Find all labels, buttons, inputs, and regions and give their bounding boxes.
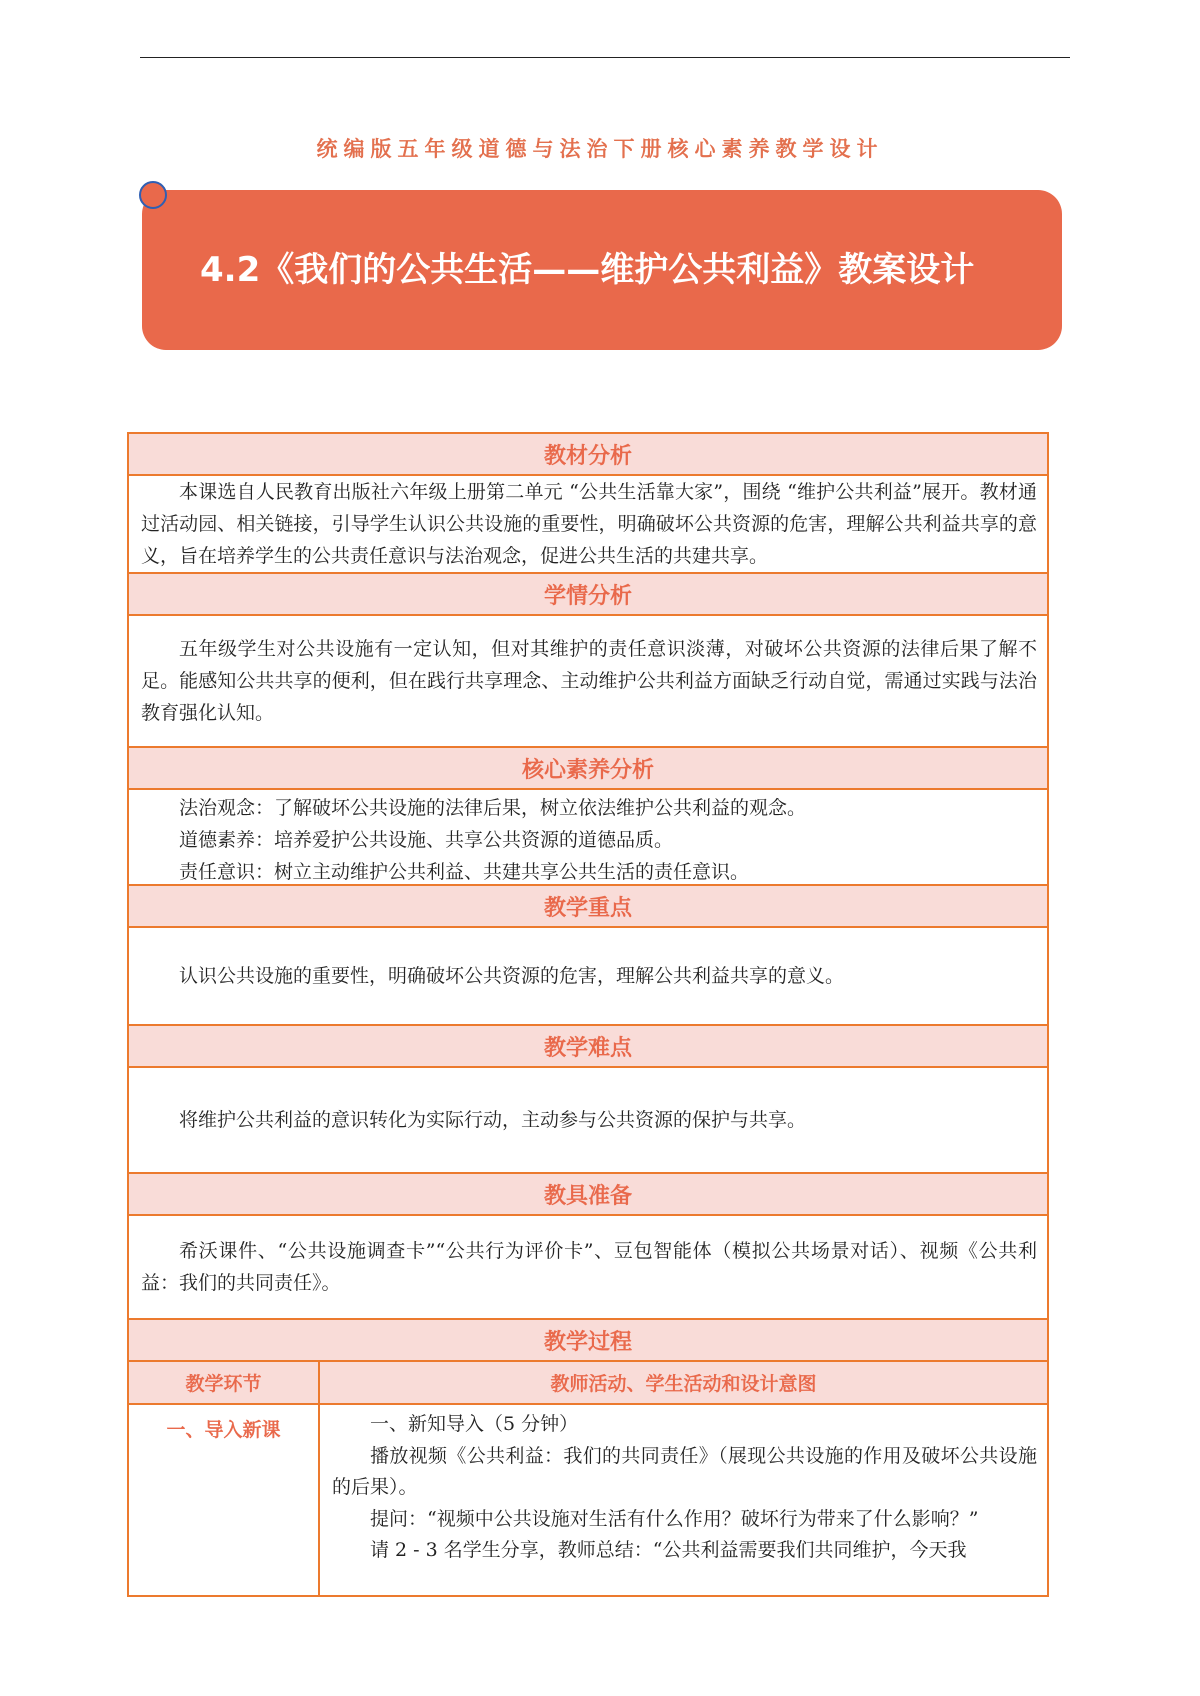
key-points-text: 认识公共设施的重要性，明确破坏公共资源的危害，理解公共利益共享的意义。	[179, 965, 845, 987]
section-body-key-points	[129, 928, 1047, 1026]
section-body-materials	[129, 1216, 1047, 1320]
section-body-students	[129, 616, 1047, 748]
section-heading-students: 学情分析	[129, 574, 1047, 616]
process-col-stage-header: 教学环节	[129, 1362, 320, 1403]
header-rule	[140, 57, 1070, 58]
section-heading-key-points: 教学重点	[129, 886, 1047, 928]
process-paragraph: 一、新知导入（5 分钟）	[370, 1413, 579, 1435]
literacy-item: 道德素养：培养爱护公共设施、共享公共资源的道德品质。	[179, 829, 674, 851]
section-heading-materials: 教具准备	[129, 1174, 1047, 1216]
process-stage-label: 一、导入新课	[129, 1405, 320, 1595]
process-col-activity-header: 教师活动、学生活动和设计意图	[550, 1373, 817, 1395]
title-banner	[142, 190, 1062, 350]
textbook-analysis-text: 本课选自人民教育出版社六年级上册第二单元 “公共生活靠大家”，围绕 “维护公共利益”展开。教材通过活动园、相关链接，引导学生认识公共设施的重要性，明确破坏公共资源的危害，理解公共利益共享的意义，旨在培养学生的公共责任意识与法治观念，促进公共生活的共建共享。	[141, 481, 1037, 567]
lesson-plan-table	[127, 432, 1049, 1597]
materials-text: 希沃课件、“公共设施调查卡”“公共行为评价卡”、豆包智能体（模拟公共场景对话）、视频《公共利益：我们的共同责任》。	[141, 1240, 1037, 1294]
banner-dot-decoration	[139, 181, 167, 209]
section-body-literacy	[129, 790, 1047, 886]
section-heading-textbook: 教材分析	[129, 434, 1047, 476]
process-paragraph: 提问：“视频中公共设施对生活有什么作用？破坏行为带来了什么影响？”	[370, 1507, 979, 1530]
difficulties-text: 将维护公共利益的意识转化为实际行动，主动参与公共资源的保护与共享。	[179, 1109, 807, 1131]
process-activity-cell	[320, 1405, 1047, 1595]
literacy-item: 责任意识：树立主动维护公共利益、共建共享公共生活的责任意识。	[179, 861, 750, 883]
section-heading-difficulties: 教学难点	[129, 1026, 1047, 1068]
section-body-difficulties	[129, 1068, 1047, 1174]
section-heading-process: 教学过程	[129, 1320, 1047, 1362]
section-heading-literacy: 核心素养分析	[129, 748, 1047, 790]
process-header-row	[129, 1362, 1047, 1405]
section-body-textbook	[129, 476, 1047, 574]
lesson-title: 4.2《我们的公共生活——维护公共利益》教案设计	[200, 250, 975, 290]
series-title: 统编版五年级道德与法治下册核心素养教学设计	[316, 137, 884, 161]
literacy-item: 法治观念：了解破坏公共设施的法律后果，树立依法维护公共利益的观念。	[179, 797, 807, 819]
process-paragraph: 播放视频《公共利益：我们的共同责任》（展现公共设施的作用及破坏公共设施的后果）。	[332, 1444, 1037, 1498]
process-paragraph: 请 2 - 3 名学生分享，教师总结：“公共利益需要我们共同维护，今天我	[370, 1539, 967, 1561]
student-analysis-text: 五年级学生对公共设施有一定认知，但对其维护的责任意识淡薄，对破坏公共资源的法律后果了解不足。能感知公共共享的便利，但在践行共享理念、主动维护公共利益方面缺乏行动自觉，需通过实践与法治教育强化认知。	[141, 638, 1037, 724]
process-row	[129, 1405, 1047, 1595]
